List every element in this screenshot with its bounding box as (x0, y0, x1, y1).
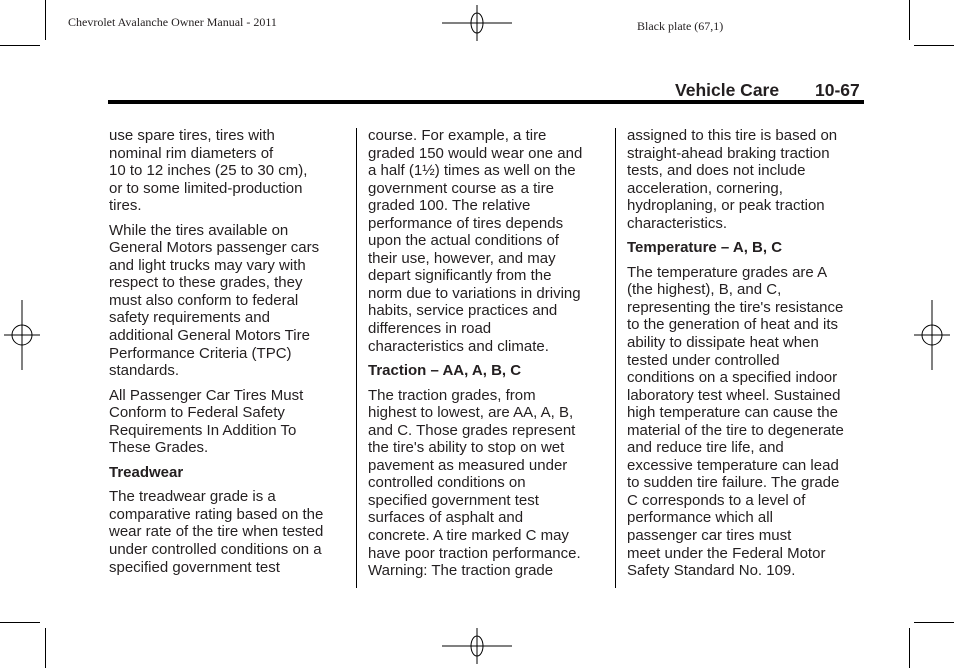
paragraph: The traction grades, from highest to lowest, are AA, A, B, and C. Those grades represent the tire's ability to stop on wet pavement as measured under controlled conditions on specified government test surfaces of asphalt and concrete. A tire marked C may have poor traction performance. Warning: The traction grade (368, 386, 581, 580)
registration-mark-icon (440, 5, 514, 41)
text-column-1 (109, 127, 349, 583)
text-column-2 (368, 127, 608, 587)
crop-mark (909, 628, 910, 668)
crop-mark (45, 0, 46, 40)
registration-mark-icon (914, 298, 950, 372)
subheading: Temperature – A, B, C (627, 239, 783, 257)
paragraph: The treadwear grade is a comparative rating based on the wear rate of the tire when tested under controlled conditions on a specified government test (109, 488, 324, 576)
paragraph: The temperature grades are A (the highest), B, and C, representing the tire's resistance to the generation of heat and its ability to dissipate heat when tested under controlled conditions on a specified indoor laboratory test wheel. Sustained high temperature can cause the material of the tire to degenerate and reduce tire life, and excessive temperature can lead to sudden tire failure. The grade C corresponds to a level of performance which all passenger car tires must meet under the Federal Motor Safety Standard No. 109. (627, 263, 844, 580)
paragraph: assigned to this tire is based on straight-ahead braking traction tests, and does not include acceleration, cornering, hydroplaning, or peak traction characteristics. (627, 127, 838, 232)
crop-mark (0, 45, 40, 46)
section-title: Vehicle Care (675, 80, 780, 100)
text-column-3 (627, 127, 867, 587)
registration-mark-icon (440, 628, 514, 664)
paragraph: While the tires available on General Motors passenger cars and light trucks may vary with respect to these grades, they must also conform to federal safety requirements and additional General Motors Tire Performance Criteria (TPC) standards. (109, 221, 320, 380)
subheading: Traction – AA, A, B, C (368, 362, 522, 380)
column-divider (615, 128, 616, 588)
print-header-left: Chevrolet Avalanche Owner Manual - 2011 (68, 15, 277, 29)
subheading: Treadwear (109, 463, 184, 481)
crop-mark (909, 0, 910, 40)
page-number: 10-67 (815, 80, 860, 100)
crop-mark (914, 622, 954, 623)
column-divider (356, 128, 357, 588)
registration-mark-icon (4, 298, 40, 372)
crop-mark (0, 622, 40, 623)
crop-mark (45, 628, 46, 668)
paragraph: course. For example, a tire graded 150 would wear one and a half (1½) times as well on the government course as a tire graded 100. The relative performance of tires depends upon the actual conditions of their use, however, and may depart significantly from the norm due to variations in driving habits, service practices and differences in road characteristics and climate. (368, 127, 583, 355)
print-header-right: Black plate (67,1) (637, 19, 724, 33)
paragraph: use spare tires, tires with nominal rim diameters of 10 to 12 inches (25 to 30 cm), or to some limited-production tires. (109, 127, 308, 215)
crop-mark (914, 45, 954, 46)
header-rule (108, 100, 864, 104)
paragraph: All Passenger Car Tires Must Conform to Federal Safety Requirements In Addition To These Grades. (109, 386, 304, 457)
